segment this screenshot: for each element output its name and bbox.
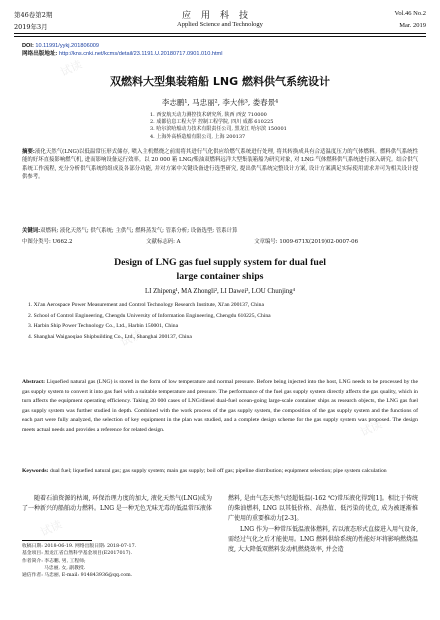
abstract-en-text: Liquefied natural gas (LNG) is stored in the form of low temperature and normal pressure. Before being injected into the host, LNG needs to be processed by the gas supply system to convert it into gas fuel with a suitable temperature and pressure. The performance of the fuel gas supply system directly affects the gas quality, which in turn affects the equipment operating efficiency. Taking 20 000 cases of LNG/diesel dual-fuel ocean-going large-scale container ships as research objects, the LNG gas fuel gas supply system was further studied in depth. Combined with the work process of the gas supply system, the composition of the gas supply system and the functions of each part were fully analyzed, the selection of key equipment in the plan was studied, and a complete design scheme for the gas supply system was proposed. The design meets actual needs and provides a reference for related design. [22, 379, 418, 433]
footnote-line: 基金项目: 黑龙江省自然科学基金项目(E2017017). [22, 551, 133, 557]
affiliation-en: 1. Xi'an Aerospace Power Measurement and Control Technology Research Institute, Xi'an 200137, China [28, 302, 264, 308]
body-column-left [22, 494, 212, 514]
watermark: 试读 [58, 57, 84, 79]
watermark: 试读 [298, 147, 324, 169]
affiliations-cn [150, 112, 287, 141]
volume-en: Vol.46 No.2 [394, 10, 426, 17]
keywords-cn-text: 双燃料; 液化天然气; 供气系统; 主供气; 燃料蒸发气; 管系分析; 设备选型; 管系计算 [40, 228, 238, 234]
affiliation-cn: 1. 西安航天动力测控技术研究所, 陕西 西安 710000 [150, 112, 267, 118]
abstract-en-label: Abstract: [22, 379, 46, 385]
abstract-en [22, 378, 418, 436]
authors-cn: 李志鹏¹, 马忠丽², 李大伟³, 娄春景⁴ [161, 98, 279, 107]
affiliation-en: 3. Harbin Ship Power Technology Co., Ltd., Harbin 150001, China [28, 323, 179, 329]
article-number: 文章编号: 1009-671X(2019)02-0007-06 [254, 239, 358, 245]
header-rule-thin [14, 36, 426, 37]
online-url-link[interactable]: http://kns.cnki.net/kcms/detail/23.1191.U.20180717.0901.010.html [59, 51, 223, 57]
doi-link[interactable]: 10.11991/yykj.201806009 [35, 43, 100, 49]
title-en [0, 256, 440, 284]
body-paragraph: 燃料, 是由气态天然气经超低温(-162 ℃)常压液化得到[1]。相比于传统的柴油燃料, LNG 以其低价格、高热值、低污染的优点, 成为被逐渐推广使用的重要推动力[2-3]。 [228, 495, 418, 523]
doi-label: DOI: [22, 43, 34, 49]
body-paragraph: LNG 作为一种常压低温液体燃料, 若以液态形式直接进入用气设备, 需经过气化之后才能使用。LNG 燃料供给系统的性能好坏将影响燃烧温度, 大大降低双燃料发动机燃烧效率, 并会造 [228, 525, 418, 554]
authors-en: LI Zhipeng¹, MA Zhongli², LI Dawei³, LOU Chunjing⁴ [144, 288, 296, 295]
date-cn: 2019年3月 [14, 23, 48, 31]
footnote-line: 马忠丽, 女, 副教授. [44, 565, 86, 571]
affiliation-en: 4. Shanghai Waigaoqiao Shipbuilding Co., Ltd., Shanghai 200137, China [28, 333, 192, 340]
affiliation-cn: 4. 上海外高桥造船有限公司, 上海 200137 [150, 133, 246, 140]
journal-name-en: Applied Science and Technology [177, 21, 263, 28]
clc-number: 中图分类号: U662.2 [22, 239, 73, 245]
affiliations-en [28, 300, 418, 342]
keywords-cn [22, 227, 418, 235]
watermark: 试读 [118, 327, 144, 349]
header-rule [14, 33, 426, 34]
url-label: 网络出版地址: [22, 51, 58, 57]
doi-block [22, 42, 222, 58]
keywords-cn-label: 关键词: [22, 228, 41, 234]
title-cn: 双燃料大型集装箱船 LNG 燃料供气系统设计 [110, 75, 330, 88]
date-en: Mar. 2019 [399, 22, 426, 29]
abstract-cn-label: 摘要: [22, 149, 35, 155]
document-code: 文献标志码: A [146, 239, 181, 245]
issue-cn: 第46卷第2期 [14, 11, 53, 19]
title-en-line: Design of LNG gas fuel supply system for dual fuel [114, 257, 326, 268]
affiliation-cn: 2. 成都信息工程大学 控制工程学院, 四川 成都 610225 [150, 119, 274, 126]
classification-cn [22, 237, 418, 245]
footnote-line: 收稿日期: 2018-06-19. 网络出版日期: 2018-07-17. [22, 544, 137, 549]
keywords-en [22, 467, 418, 477]
abstract-cn-text: 液化天然气(LNG)以低温常压形式储存, 喷入主机燃烧之前需将其进行气化供应给燃气系统进行处理, 将其转换成具有合适温度压力的气体燃料。燃料供气系统性能的好坏直接影响燃气机, 进而影响设备运行效率。以 20 000 箱 LNG/柴油双燃料远洋大型集装箱船为研究对象, 对 LNG 气体燃料供气系统进行深入研究。结合供气系统工作流程, 充分分析供气系统的组成及各部分功能, 并对方案中关键设备进行选型研究, 提出供气系统完整设计方案, 设计方案满足实际使用需求并可为相关设计提供参考。 [22, 149, 418, 180]
footnote-line: 通信作者: 马忠丽, E-mail: 914843936@qq.com. [22, 573, 133, 579]
affiliation-cn: 3. 哈尔滨哈船动力技术有限责任公司, 黑龙江 哈尔滨 150001 [150, 126, 287, 133]
title-en-line: large container ships [176, 271, 264, 282]
abstract-cn [22, 148, 418, 181]
keywords-en-label: Keywords: [22, 468, 49, 474]
body-paragraph: 随着石油资源的枯竭, 环保治理力度的加大, 液化天然气(LNG)成为了一种新兴的船舶动力燃料。LNG 是一种无色无味无毒的低温常压液体 [22, 495, 212, 513]
watermark: 试读 [38, 517, 64, 539]
footnote-line: 作者简介: 李志鹏, 男, 工程师; [22, 558, 86, 564]
journal-name-cn: 应用科技 [181, 11, 258, 21]
footnotes [22, 543, 212, 579]
body-column-right [228, 494, 418, 555]
affiliation-en: 2. School of Control Engineering, Chengdu University of Information Engineering, Chengdu 610225, China [28, 312, 271, 319]
watermark: 试读 [358, 417, 384, 439]
keywords-en-text: dual fuel; liquefied natural gas; gas supply system; main gas supply; boil off gas; pipeline distribution; equipment selection; pipe system calculation [49, 468, 387, 474]
footnote-rule [22, 540, 92, 541]
